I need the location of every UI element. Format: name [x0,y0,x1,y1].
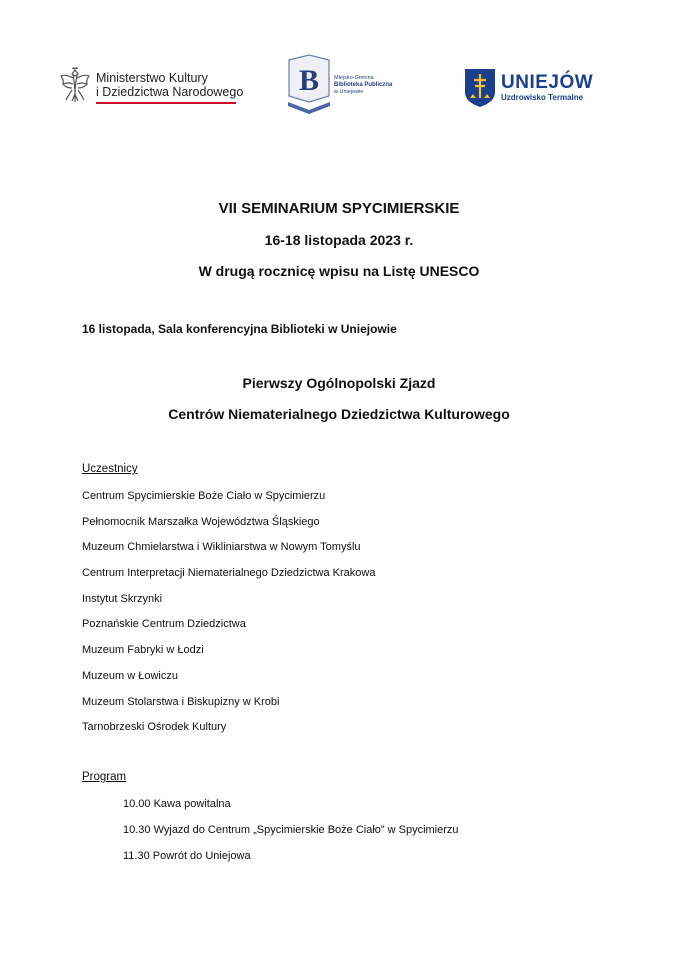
svg-text:B: B [298,64,320,97]
logo-bar [0,54,678,124]
session-title-line2: Centrów Niematerialnego Dziedzictwa Kulturowego [168,406,510,422]
list-item: Poznańskie Centrum Dziedzictwa [82,618,246,631]
participants-heading: Uczestnicy [82,463,138,475]
white-eagle-emblem-icon [58,66,92,104]
list-item: Centrum Spycimierskie Boże Ciało w Spycimierzu [82,490,326,502]
program-item: 10.00 Kawa powitalna [123,798,231,810]
library-name-line2: Biblioteka Publiczna [334,81,393,88]
library-name-line3: w Uniejowie [334,88,364,95]
uniejow-logo [464,68,593,108]
list-item: Centrum Interpretacji Niematerialnego Dziedzictwa Krakowa [82,567,376,580]
library-name-line1: Miejsko-Gminna [334,74,374,81]
ministry-name-line1: Ministerstwo Kultury [96,71,208,85]
list-item: Pełnomocnik Marszałka Województwa Śląskiego [82,515,320,528]
list-item: Muzeum Stolarstwa i Biskupizny w Krobi [82,695,280,708]
program-item: 10.30 Wyjazd do Centrum „Spycimierskie Boże Ciało” w Spycimierzu [123,824,459,836]
program-heading: Program [82,771,127,783]
session-place: 16 listopada, Sala konferencyjna Biblioteki w Uniejowie [82,322,397,336]
list-item: Muzeum w Łowiczu [82,669,178,682]
town-name: UNIEJÓW [501,72,594,93]
uniejow-coat-of-arms-icon [464,68,496,108]
library-b-emblem-icon [286,54,332,116]
list-item: Muzeum Chmielarstwa i Wikliniarstwa w Nowym Tomyślu [82,541,361,554]
program-list [123,797,459,875]
seminar-title: VII SEMINARIUM SPYCIMIERSKIE [218,200,460,217]
ministry-logo [58,66,243,104]
ministry-name-line2: i Dziedzictwa Narodowego [96,85,244,99]
seminar-dates: 16-18 listopada 2023 r. [264,232,414,248]
program-item: 11.30 Powrót do Uniejowa [123,850,251,862]
town-subtitle: Uzdrowisko Termalne [501,93,584,102]
library-logo [286,54,392,116]
list-item: Instytut Skrzynki [82,592,163,605]
seminar-occasion: W drugą rocznicę wpisu na Listę UNESCO [198,263,480,279]
list-item: Tarnobrzeski Ośrodek Kultury [82,721,227,734]
participants-list [82,489,375,746]
list-item: Muzeum Fabryki w Łodzi [82,644,204,657]
ministry-underline [96,102,236,104]
session-title-line1: Pierwszy Ogólnopolski Zjazd [242,375,436,391]
